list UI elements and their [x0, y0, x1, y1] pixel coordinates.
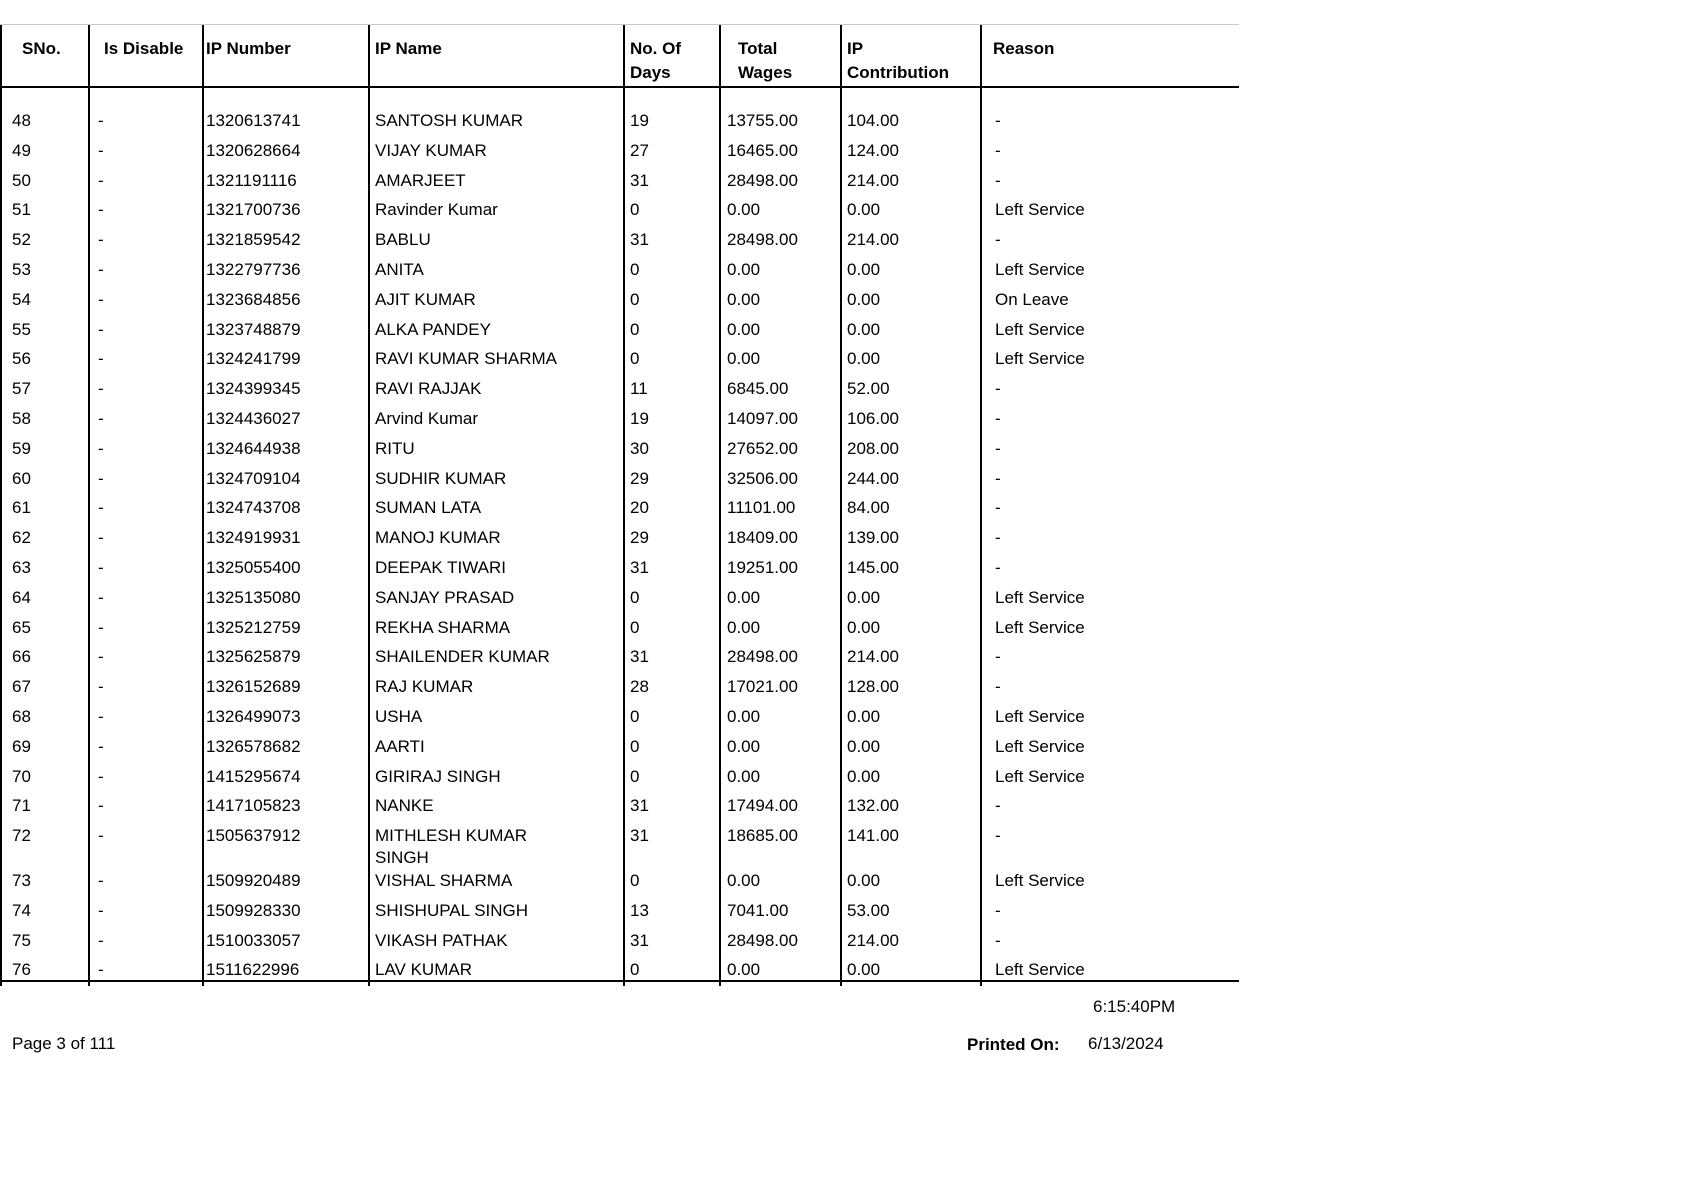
cell-ip-contribution: 0.00 [847, 349, 881, 368]
cell-ip-number: 1511622996 [206, 960, 300, 979]
cell-is-disable: - [98, 931, 104, 950]
column-divider [719, 25, 721, 986]
cell-ip-contribution: 214.00 [847, 171, 899, 190]
printed-on-label: Printed On: [967, 1035, 1060, 1054]
cell-ip-contribution: 208.00 [847, 439, 899, 458]
header-sno: SNo. [22, 39, 61, 58]
cell-ip-name: VIKASH PATHAK [375, 931, 508, 950]
cell-no-of-days: 13 [630, 901, 649, 920]
cell-ip-number: 1326499073 [206, 707, 301, 726]
header-total-wages [738, 37, 792, 85]
cell-is-disable: - [98, 379, 104, 398]
cell-reason: - [995, 379, 1001, 398]
cell-sno: 64 [12, 588, 31, 607]
cell-is-disable: - [98, 349, 104, 368]
cell-ip-contribution: 244.00 [847, 469, 899, 488]
cell-total-wages: 14097.00 [727, 409, 798, 428]
cell-ip-name: SHAILENDER KUMAR [375, 647, 550, 666]
cell-no-of-days: 29 [630, 528, 649, 547]
cell-reason: Left Service [995, 260, 1085, 279]
header-ip-name: IP Name [375, 39, 442, 58]
cell-no-of-days: 29 [630, 469, 649, 488]
cell-ip-number: 1324644938 [206, 439, 301, 458]
cell-ip-name: LAV KUMAR [375, 960, 472, 979]
cell-total-wages: 28498.00 [727, 230, 798, 249]
cell-ip-contribution: 214.00 [847, 931, 899, 950]
cell-ip-number: 1415295674 [206, 767, 301, 786]
cell-total-wages: 28498.00 [727, 931, 798, 950]
header-is-disable: Is Disable [104, 39, 184, 58]
cell-ip-name: REKHA SHARMA [375, 618, 511, 637]
cell-ip-name: MITHLESH KUMAR SINGH [375, 826, 528, 867]
cell-no-of-days: 0 [630, 618, 640, 637]
cell-is-disable: - [98, 528, 104, 547]
cell-ip-contribution: 128.00 [847, 677, 899, 696]
cell-reason: - [995, 141, 1001, 160]
cell-is-disable: - [98, 737, 104, 756]
cell-ip-number: 1326152689 [206, 677, 301, 696]
cell-reason: Left Service [995, 737, 1085, 756]
cell-no-of-days: 20 [630, 498, 649, 517]
cell-sno: 62 [12, 528, 31, 547]
cell-is-disable: - [98, 960, 104, 979]
cell-is-disable: - [98, 320, 104, 339]
header-total-wages-line2: Wages [738, 63, 793, 82]
cell-no-of-days: 11 [630, 379, 648, 398]
header-total-wages-line1: Total [738, 39, 778, 58]
cell-reason: Left Service [995, 349, 1085, 368]
cell-is-disable: - [98, 647, 104, 666]
cell-ip-contribution: 214.00 [847, 647, 899, 666]
cell-sno: 50 [12, 171, 31, 190]
cell-ip-contribution: 52.00 [847, 379, 890, 398]
column-divider [980, 25, 982, 986]
cell-total-wages: 28498.00 [727, 647, 798, 666]
cell-reason: - [995, 528, 1001, 547]
cell-total-wages: 0.00 [727, 290, 761, 309]
cell-ip-number: 1417105823 [206, 796, 301, 815]
cell-reason: Left Service [995, 960, 1085, 979]
cell-ip-contribution: 84.00 [847, 498, 890, 517]
cell-reason: - [995, 901, 1001, 920]
contribution-table [0, 24, 1239, 982]
cell-reason: - [995, 677, 1001, 696]
cell-ip-number: 1321700736 [206, 200, 301, 219]
column-divider [623, 25, 625, 986]
cell-sno: 52 [12, 230, 31, 249]
cell-no-of-days: 0 [630, 200, 640, 219]
cell-ip-number: 1321191116 [206, 171, 297, 190]
cell-reason: Left Service [995, 618, 1085, 637]
cell-total-wages: 11101.00 [727, 498, 796, 517]
cell-ip-number: 1324743708 [206, 498, 301, 517]
cell-ip-number: 1321859542 [206, 230, 301, 249]
cell-sno: 58 [12, 409, 31, 428]
cell-is-disable: - [98, 498, 104, 517]
cell-sno: 75 [12, 931, 31, 950]
cell-total-wages: 0.00 [727, 767, 761, 786]
cell-reason: - [995, 826, 1001, 845]
cell-is-disable: - [98, 707, 104, 726]
cell-ip-name: ALKA PANDEY [375, 320, 491, 339]
cell-reason: Left Service [995, 320, 1085, 339]
cell-reason: - [995, 439, 1001, 458]
cell-reason: - [995, 796, 1001, 815]
printed-on-date: 6/13/2024 [1088, 1034, 1164, 1053]
cell-sno: 54 [12, 290, 31, 309]
cell-ip-number: 1322797736 [206, 260, 301, 279]
cell-reason: - [995, 409, 1001, 428]
cell-ip-number: 1326578682 [206, 737, 301, 756]
cell-no-of-days: 27 [630, 141, 649, 160]
cell-is-disable: - [98, 409, 104, 428]
cell-total-wages: 0.00 [727, 320, 761, 339]
cell-no-of-days: 31 [630, 171, 649, 190]
cell-no-of-days: 31 [630, 931, 649, 950]
cell-ip-contribution: 0.00 [847, 200, 881, 219]
cell-ip-name: SANJAY PRASAD [375, 588, 515, 607]
cell-sno: 72 [12, 826, 31, 845]
cell-ip-contribution: 124.00 [847, 141, 899, 160]
cell-ip-number: 1323684856 [206, 290, 301, 309]
cell-sno: 73 [12, 871, 31, 890]
cell-sno: 49 [12, 141, 31, 160]
cell-total-wages: 0.00 [727, 737, 761, 756]
cell-is-disable: - [98, 171, 104, 190]
cell-ip-number: 1320613741 [206, 111, 301, 130]
cell-ip-contribution: 0.00 [847, 707, 881, 726]
cell-no-of-days: 31 [630, 558, 649, 577]
cell-reason: - [995, 171, 1001, 190]
cell-no-of-days: 0 [630, 707, 640, 726]
cell-no-of-days: 0 [630, 737, 640, 756]
cell-no-of-days: 0 [630, 320, 640, 339]
cell-sno: 61 [12, 498, 31, 517]
cell-sno: 74 [12, 901, 31, 920]
cell-ip-contribution: 141.00 [847, 826, 899, 845]
cell-is-disable: - [98, 469, 104, 488]
cell-total-wages: 0.00 [727, 588, 761, 607]
cell-no-of-days: 19 [630, 409, 649, 428]
cell-ip-number: 1324241799 [206, 349, 301, 368]
column-divider [840, 25, 842, 986]
cell-ip-name: SUDHIR KUMAR [375, 469, 507, 488]
cell-no-of-days: 30 [630, 439, 649, 458]
cell-is-disable: - [98, 588, 104, 607]
cell-sno: 53 [12, 260, 31, 279]
cell-sno: 68 [12, 707, 31, 726]
cell-no-of-days: 0 [630, 960, 640, 979]
cell-total-wages: 28498.00 [727, 171, 798, 190]
cell-is-disable: - [98, 558, 104, 577]
cell-is-disable: - [98, 677, 104, 696]
cell-reason: Left Service [995, 588, 1085, 607]
cell-sno: 69 [12, 737, 31, 756]
header-ip-contribution-line1: IP [847, 39, 864, 58]
cell-is-disable: - [98, 111, 104, 130]
cell-sno: 67 [12, 677, 31, 696]
cell-total-wages: 32506.00 [727, 469, 798, 488]
cell-ip-contribution: 139.00 [847, 528, 899, 547]
cell-no-of-days: 19 [630, 111, 649, 130]
cell-ip-name: GIRIRAJ SINGH [375, 767, 501, 786]
header-ip-contribution-line2: Contribution [847, 63, 949, 82]
cell-sno: 51 [12, 200, 31, 219]
table-header [0, 25, 1239, 88]
cell-ip-name: Arvind Kumar [375, 409, 478, 428]
cell-reason: - [995, 111, 1001, 130]
cell-reason: Left Service [995, 707, 1085, 726]
cell-is-disable: - [98, 901, 104, 920]
cell-is-disable: - [98, 871, 104, 890]
cell-ip-number: 1324919931 [206, 528, 301, 547]
cell-ip-contribution: 0.00 [847, 618, 881, 637]
cell-ip-name: RAJ KUMAR [375, 677, 474, 696]
cell-ip-contribution: 0.00 [847, 871, 881, 890]
cell-ip-contribution: 0.00 [847, 960, 881, 979]
header-ip-contribution [847, 37, 949, 85]
cell-ip-contribution: 0.00 [847, 767, 881, 786]
cell-ip-number: 1325135080 [206, 588, 301, 607]
cell-reason: Left Service [995, 871, 1085, 890]
cell-sno: 55 [12, 320, 31, 339]
cell-ip-number: 1509928330 [206, 901, 301, 920]
cell-ip-name: VIJAY KUMAR [375, 141, 487, 160]
cell-sno: 66 [12, 647, 31, 666]
cell-ip-contribution: 0.00 [847, 737, 881, 756]
cell-total-wages: 0.00 [727, 260, 761, 279]
print-time: 6:15:40PM [1093, 997, 1176, 1016]
cell-is-disable: - [98, 439, 104, 458]
cell-ip-contribution: 132.00 [847, 796, 899, 815]
cell-total-wages: 13755.00 [727, 111, 798, 130]
cell-sno: 70 [12, 767, 31, 786]
cell-no-of-days: 0 [630, 767, 640, 786]
cell-total-wages: 0.00 [727, 871, 761, 890]
header-ip-number: IP Number [206, 39, 291, 58]
cell-is-disable: - [98, 141, 104, 160]
header-no-of-days-line2: Days [630, 63, 671, 82]
column-divider [88, 25, 90, 986]
cell-no-of-days: 31 [630, 826, 649, 845]
cell-ip-name: RITU [375, 439, 415, 458]
cell-sno: 60 [12, 469, 31, 488]
table-left-border [0, 25, 2, 986]
cell-ip-contribution: 53.00 [847, 901, 890, 920]
cell-no-of-days: 0 [630, 588, 640, 607]
cell-sno: 56 [12, 349, 31, 368]
cell-total-wages: 0.00 [727, 960, 761, 979]
cell-reason: - [995, 558, 1001, 577]
cell-ip-number: 1324399345 [206, 379, 301, 398]
table-body [0, 88, 1239, 982]
cell-ip-contribution: 0.00 [847, 290, 881, 309]
cell-no-of-days: 31 [630, 647, 649, 666]
cell-ip-number: 1509920489 [206, 871, 301, 890]
cell-no-of-days: 28 [630, 677, 649, 696]
cell-ip-name: RAVI RAJJAK [375, 379, 482, 398]
header-no-of-days-line1: No. Of [630, 39, 681, 58]
cell-sno: 65 [12, 618, 31, 637]
column-divider [368, 25, 370, 986]
cell-ip-name: DEEPAK TIWARI [375, 558, 506, 577]
cell-reason: Left Service [995, 767, 1085, 786]
cell-ip-contribution: 145.00 [847, 558, 899, 577]
cell-sno: 76 [12, 960, 31, 979]
header-no-of-days [630, 37, 681, 85]
cell-reason: - [995, 469, 1001, 488]
cell-ip-number: 1324436027 [206, 409, 301, 428]
cell-reason: Left Service [995, 200, 1085, 219]
cell-no-of-days: 0 [630, 290, 640, 309]
cell-reason: - [995, 498, 1001, 517]
cell-ip-number: 1325212759 [206, 618, 301, 637]
cell-sno: 71 [12, 796, 31, 815]
cell-ip-name: SHISHUPAL SINGH [375, 901, 529, 920]
cell-ip-name: SANTOSH KUMAR [375, 111, 523, 130]
cell-total-wages: 18409.00 [727, 528, 798, 547]
cell-ip-number: 1324709104 [206, 469, 301, 488]
cell-ip-name: AARTI [375, 737, 425, 756]
header-reason: Reason [993, 39, 1055, 58]
cell-is-disable: - [98, 260, 104, 279]
cell-ip-name: SUMAN LATA [375, 498, 482, 517]
cell-ip-contribution: 0.00 [847, 588, 881, 607]
cell-ip-name: Ravinder Kumar [375, 200, 498, 219]
cell-ip-number: 1325055400 [206, 558, 301, 577]
cell-total-wages: 16465.00 [727, 141, 798, 160]
cell-ip-contribution: 214.00 [847, 230, 899, 249]
cell-ip-number: 1505637912 [206, 826, 301, 845]
cell-is-disable: - [98, 796, 104, 815]
cell-ip-name: MANOJ KUMAR [375, 528, 501, 547]
cell-total-wages: 17494.00 [727, 796, 798, 815]
cell-ip-name: BABLU [375, 230, 431, 249]
cell-is-disable: - [98, 618, 104, 637]
cell-ip-name: AJIT KUMAR [375, 290, 476, 309]
cell-total-wages: 7041.00 [727, 901, 789, 920]
cell-no-of-days: 0 [630, 260, 640, 279]
cell-ip-number: 1510033057 [206, 931, 301, 950]
cell-is-disable: - [98, 290, 104, 309]
cell-no-of-days: 0 [630, 349, 640, 368]
cell-ip-contribution: 104.00 [847, 111, 899, 130]
cell-total-wages: 0.00 [727, 349, 761, 368]
cell-ip-name: RAVI KUMAR SHARMA [375, 349, 557, 368]
cell-total-wages: 0.00 [727, 618, 761, 637]
cell-reason: - [995, 931, 1001, 950]
cell-is-disable: - [98, 230, 104, 249]
cell-ip-name: VISHAL SHARMA [375, 871, 513, 890]
cell-is-disable: - [98, 200, 104, 219]
cell-no-of-days: 31 [630, 230, 649, 249]
cell-total-wages: 6845.00 [727, 379, 789, 398]
cell-total-wages: 19251.00 [727, 558, 798, 577]
cell-ip-number: 1323748879 [206, 320, 301, 339]
cell-sno: 48 [12, 111, 31, 130]
cell-ip-contribution: 106.00 [847, 409, 899, 428]
cell-ip-contribution: 0.00 [847, 320, 881, 339]
cell-ip-name: NANKE [375, 796, 434, 815]
cell-sno: 59 [12, 439, 31, 458]
cell-total-wages: 17021.00 [727, 677, 798, 696]
cell-is-disable: - [98, 767, 104, 786]
cell-is-disable: - [98, 826, 104, 845]
cell-ip-name: AMARJEET [375, 171, 466, 190]
cell-ip-number: 1320628664 [206, 141, 301, 160]
cell-no-of-days: 0 [630, 871, 640, 890]
cell-ip-name: ANITA [375, 260, 424, 279]
column-divider [202, 25, 204, 986]
cell-ip-contribution: 0.00 [847, 260, 881, 279]
cell-total-wages: 0.00 [727, 707, 761, 726]
cell-ip-name: USHA [375, 707, 423, 726]
cell-reason: - [995, 647, 1001, 666]
cell-total-wages: 18685.00 [727, 826, 798, 845]
cell-reason: - [995, 230, 1001, 249]
page-number: Page 3 of 111 [12, 1034, 116, 1053]
cell-reason: On Leave [995, 290, 1069, 309]
cell-total-wages: 27652.00 [727, 439, 798, 458]
cell-ip-number: 1325625879 [206, 647, 301, 666]
cell-sno: 63 [12, 558, 31, 577]
cell-total-wages: 0.00 [727, 200, 761, 219]
cell-no-of-days: 31 [630, 796, 649, 815]
cell-sno: 57 [12, 379, 31, 398]
